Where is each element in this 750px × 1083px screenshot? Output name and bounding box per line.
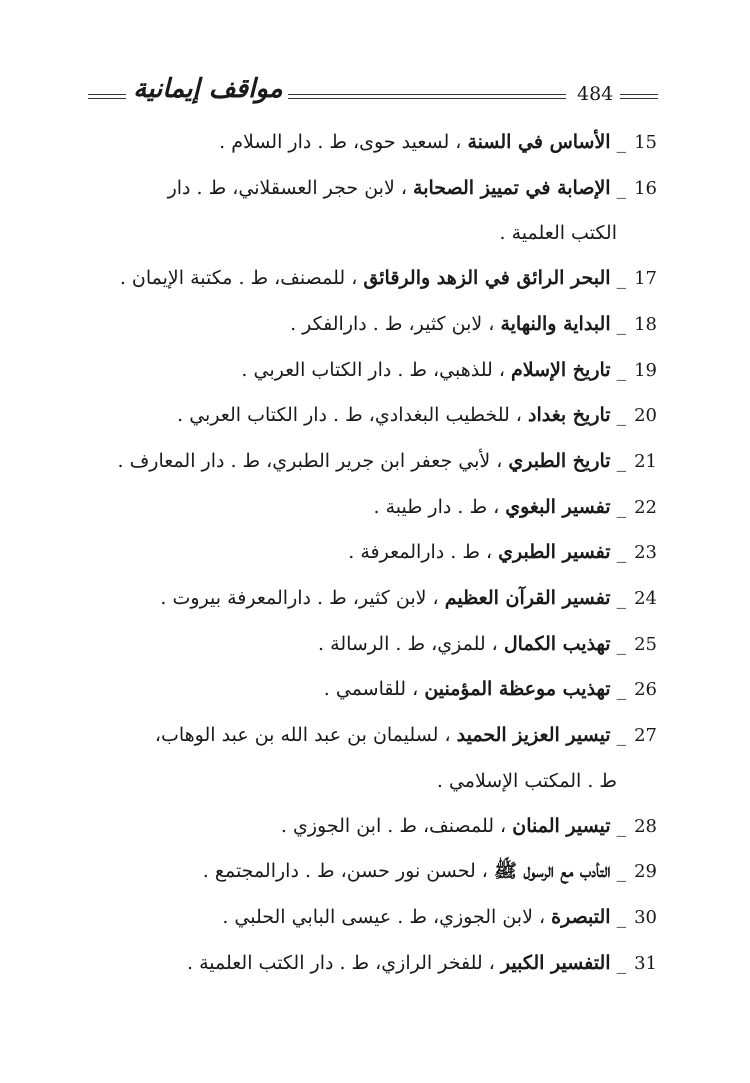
entry-details: ، للذهبي، ط . دار الكتاب العربي . [241, 358, 505, 381]
entry-dash: _ [616, 176, 627, 199]
entry-number: 21 [634, 450, 657, 472]
entry-title: تيسير المنان [512, 814, 611, 837]
entry-details: ، لسليمان بن عبد الله بن عبد الوهاب، [154, 724, 451, 747]
bibliography-entry [75, 348, 657, 394]
entry-dash: _ [616, 587, 627, 610]
entry-dash: _ [616, 449, 627, 472]
entry-number: 24 [634, 588, 657, 610]
entry-number: 27 [634, 725, 657, 747]
entry-title: تفسير القرآن العظيم [444, 587, 611, 610]
entry-title: تهذيب موعظة المؤمنين [424, 678, 611, 701]
entry-details: ، للخطيب البغدادي، ط . دار الكتاب العربي . [177, 404, 522, 427]
entry-details: ، لابن كثير، ط . دارالمعرفة بيروت . [160, 587, 439, 610]
bibliography-list [75, 120, 657, 986]
entry-details: ، لابن حجر العسقلاني، ط . دار [167, 176, 407, 199]
entry-title: تاريخ الطبري [508, 449, 611, 472]
entry-number: 17 [634, 268, 657, 290]
entry-title: تاريخ بغداد [528, 404, 611, 427]
entry-details: ، لحسن نور حسن، ط . دارالمجتمع . [202, 860, 488, 883]
bibliography-entry [75, 439, 657, 485]
entry-dash: _ [616, 632, 627, 655]
entry-title: التفسير الكبير [500, 951, 611, 974]
bibliography-entry [75, 120, 657, 166]
bibliography-entry [75, 530, 657, 576]
entry-number: 19 [634, 359, 657, 381]
running-title: مواقف إيمانية [133, 74, 283, 104]
entry-number: 20 [634, 405, 657, 427]
entry-number: 22 [634, 496, 657, 518]
entry-number: 23 [634, 542, 657, 564]
entry-number: 26 [634, 679, 657, 701]
entry-dash: _ [616, 724, 627, 747]
header-rule-left [88, 94, 126, 99]
entry-details: ، ط . دارالمعرفة . [348, 541, 493, 564]
bibliography-entry [75, 576, 657, 622]
bibliography-entry [75, 302, 657, 348]
entry-dash: _ [616, 951, 627, 974]
entry-details: ، لابن كثير، ط . دارالفكر . [290, 312, 495, 335]
entry-number: 31 [634, 952, 657, 974]
entry-number: 30 [634, 906, 657, 928]
entry-details: ، لسعيد حوى، ط . دار السلام . [219, 131, 462, 153]
entry-dash: _ [616, 541, 627, 564]
entry-number: 25 [634, 633, 657, 655]
entry-title: تفسير البغوي [505, 495, 611, 518]
entry-dash: _ [616, 358, 627, 381]
entry-title: الإصابة في تمييز الصحابة [413, 176, 611, 199]
entry-details: ، لابن الجوزي، ط . عيسى البابي الحلبي . [222, 905, 546, 928]
bibliography-entry [75, 713, 657, 803]
entry-title: تيسير العزيز الحميد [456, 724, 611, 747]
entry-details: ، للمصنف، ط . ابن الجوزي . [280, 814, 507, 837]
entry-number: 18 [634, 313, 657, 335]
entry-number: 15 [634, 132, 657, 153]
bibliography-entry [75, 849, 657, 895]
bibliography-entry [75, 485, 657, 531]
entry-details: ، للفخر الرازي، ط . دار الكتب العلمية . [186, 951, 495, 974]
entry-dash: _ [616, 131, 627, 153]
entry-dash: _ [616, 678, 627, 701]
entry-title: البداية والنهاية [500, 312, 611, 335]
entry-continuation: ط . المكتب الإسلامي . [436, 769, 617, 792]
entry-number: 16 [634, 177, 657, 199]
entry-details: ، للقاسمي . [323, 678, 419, 701]
page-header [88, 70, 658, 120]
entry-details: ، للمزي، ط . الرسالة . [318, 632, 498, 655]
entry-dash: _ [616, 860, 627, 883]
bibliography-entry [75, 667, 657, 713]
entry-number: 28 [634, 815, 657, 837]
entry-title: تهذيب الكمال [503, 632, 611, 655]
entry-dash: _ [616, 905, 627, 928]
entry-details: ، للمصنف، ط . مكتبة الإيمان . [119, 267, 358, 290]
entry-continuation: الكتب العلمية . [499, 222, 617, 245]
entry-title: تاريخ الإسلام [511, 358, 611, 381]
page-number: 484 [577, 83, 614, 105]
bibliography-entry [75, 256, 657, 302]
bibliography-entry [75, 622, 657, 668]
bibliography-entry [75, 941, 657, 987]
entry-title: الأساس في السنة [467, 131, 611, 153]
entry-details: ، لأبي جعفر ابن جرير الطبري، ط . دار المعارف . [117, 449, 503, 472]
entry-title: تفسير الطبري [498, 541, 611, 564]
entry-dash: _ [616, 312, 627, 335]
header-rule-right [620, 94, 658, 99]
entry-title: التأدب مع الرسول ﷺ [493, 860, 611, 883]
entry-title: التبصرة [551, 905, 611, 928]
entry-dash: _ [616, 404, 627, 427]
entry-dash: _ [616, 267, 627, 290]
bibliography-entry [75, 393, 657, 439]
entry-details: ، ط . دار طيبة . [373, 495, 500, 518]
bibliography-entry [75, 895, 657, 941]
bibliography-entry [75, 804, 657, 850]
entry-dash: _ [616, 814, 627, 837]
entry-number: 29 [634, 861, 657, 883]
header-rule-middle [288, 94, 566, 99]
bibliography-entry [75, 166, 657, 256]
entry-title: البحر الرائق في الزهد والرقائق [363, 267, 611, 290]
entry-dash: _ [616, 495, 627, 518]
